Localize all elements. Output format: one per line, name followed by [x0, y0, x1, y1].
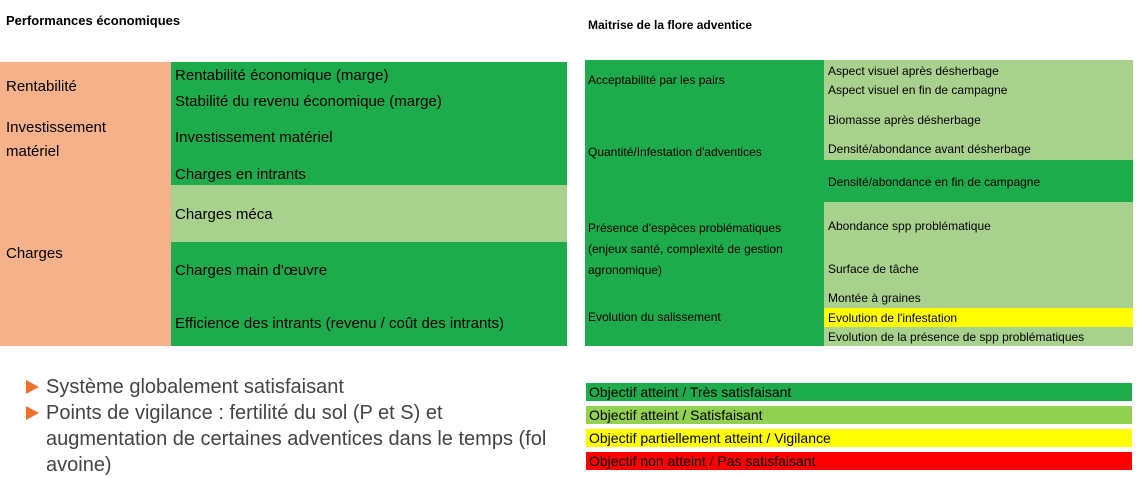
bullet-arrow-icon — [26, 406, 39, 420]
right-row-label: Montée à graines — [828, 291, 921, 305]
left-table-title: Performances économiques — [6, 13, 181, 28]
right-row-label: Densité/abondance avant désherbage — [828, 142, 1031, 156]
bullet-item: Système globalement satisfaisant — [46, 376, 344, 398]
left-row-label: Charges en intrants — [175, 166, 306, 183]
category-acceptabilite: Acceptabilité par les pairs — [588, 73, 725, 87]
right-row-label: Evolution de l'infestation — [828, 311, 958, 325]
category-investissement: Investissement matériel — [6, 119, 107, 160]
legend-item-satisfying: Objectif atteint / Satisfaisant — [585, 405, 1133, 425]
legend-item-vigilance: Objectif partiellement atteint / Vigilance — [585, 428, 1133, 448]
left-category-column — [0, 62, 171, 346]
legend-item-not-satisfying: Objectif non atteint / Pas satisfaisant — [585, 451, 1133, 471]
left-row-label: Charges méca — [175, 206, 273, 223]
legend-item-very-satisfying: Objectif atteint / Très satisfaisant — [585, 382, 1133, 402]
right-row-label: Surface de tâche — [828, 262, 919, 276]
category-evolution: Evolution du salissement — [588, 310, 721, 324]
category-charges: Charges — [6, 245, 63, 262]
right-row-label: Biomasse après désherbage — [828, 113, 981, 127]
left-row-label: Charges main d'œuvre — [175, 262, 328, 279]
left-row-label: Stabilité du revenu économique (marge) — [175, 93, 442, 110]
category-quantite: Quantité/Infestation d'adventices — [588, 145, 762, 159]
category-rentabilite: Rentabilité — [6, 78, 77, 95]
right-category-column — [585, 60, 824, 346]
left-row-label: Efficience des intrants (revenu / coût des intrants) — [175, 315, 505, 332]
right-row-label: Aspect visuel en fin de campagne — [828, 83, 1008, 97]
bullet-arrow-icon — [26, 380, 39, 394]
right-row-label: Densité/abondance en fin de campagne — [828, 175, 1041, 189]
left-row-label: Rentabilité économique (marge) — [175, 67, 389, 84]
category-presence: Présence d'espèces problématiques (enjeux santé, complexité de gestion agronomique) — [588, 221, 783, 277]
right-row-label: Evolution de la présence de spp problématiques — [828, 330, 1085, 344]
bullet-item: Points de vigilance : fertilité du sol (P et S) et augmentation de certaines adventices dans le temps (fol avoine) — [46, 402, 547, 476]
left-row-label: Investissement matériel — [175, 129, 333, 146]
right-row-label: Aspect visuel après désherbage — [828, 64, 999, 78]
right-row-label: Abondance spp problématique — [828, 219, 991, 233]
right-table-title: Maitrise de la flore adventice — [588, 18, 753, 32]
